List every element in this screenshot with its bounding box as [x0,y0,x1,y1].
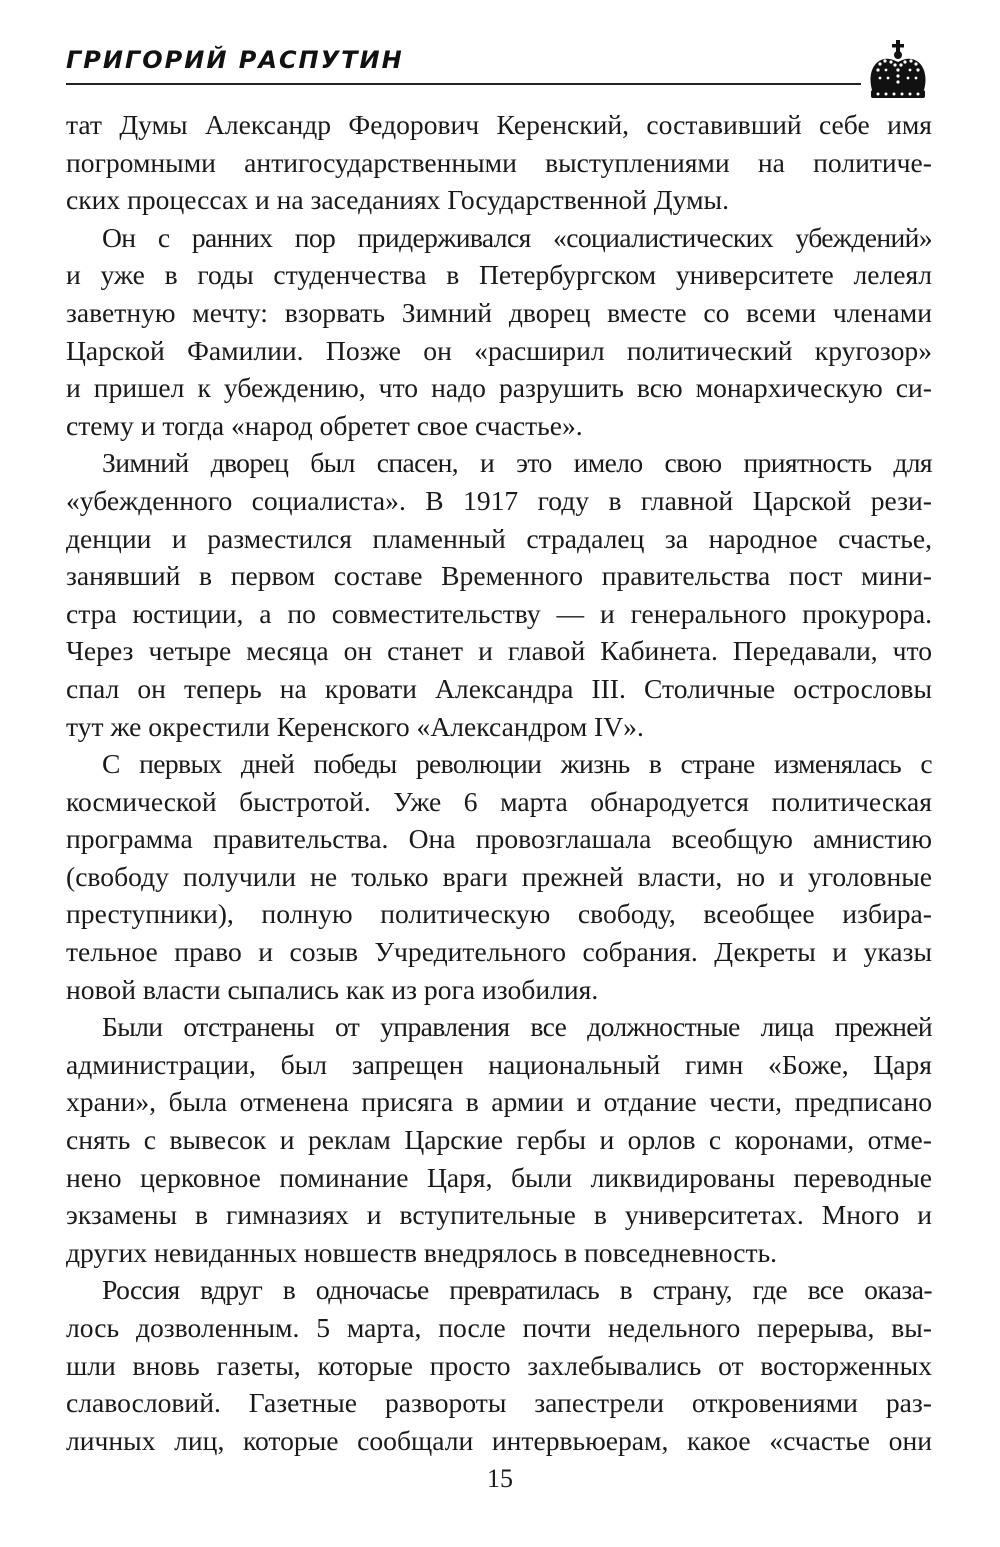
paragraph-2 [66,219,932,445]
text-line: новой власти сыпались как из рога изобилия. [66,973,599,1005]
text-line: «убежденного социалиста». В 1917 году в главной Царской рези- [66,484,932,516]
text-line: личных лиц, которые сообщали интервьюерам, какое «счастье они [66,1424,932,1456]
text-line: Он с ранних пор придерживался «социалистических убеждений» [102,221,932,253]
running-title: ГРИГОРИЙ РАСПУТИН [66,46,404,74]
text-line: (свободу получили не только враги прежней власти, но и уголовные [66,860,932,892]
text-line: лось дозволенным. 5 марта, после почти недельного перерыва, вы- [66,1312,932,1343]
page-number: 15 [487,1464,513,1493]
text-line: Зимний дворец был спасен, и это имело свою приятность для [102,447,932,479]
text-line: других невиданных новшеств внедрялось в повседневность. [66,1236,778,1268]
crown-icon [864,40,932,100]
text-line: храни», была отменена присяга в армии и отдание чести, предписано [66,1086,932,1118]
text-line: стему и тогда «народ обретет свое счастье». [66,409,583,441]
text-line: и уже в годы студенчества в Петербургском университете лелеял [66,259,932,291]
text-line: администрации, был запрещен национальный гимн «Боже, Царя [66,1048,932,1080]
text-line: тут же окрестили Керенского «Александром IV». [66,710,644,742]
text-line: Царской Фамилии. Позже он «расширил политический кругозор» [66,334,932,366]
text-line: космической быстротой. Уже 6 марта обнародуется политическая [66,785,932,817]
text-line: стра юстиции, а по совместительству — и генерального прокурора. [66,597,932,629]
text-line: шли вновь газеты, которые просто захлебывались от восторженных [66,1349,932,1381]
paragraph-4 [66,745,932,1008]
paragraph-6 [66,1271,932,1459]
text-line: погромными антигосударственными выступлениями на политиче- [66,146,932,178]
text-line: экзамены в гимназиях и вступительные в университетах. Много и [66,1199,932,1231]
paragraph-3 [66,444,932,745]
text-line: тат Думы Александр Федорович Керенский, составивший себе имя [66,109,932,140]
running-header [66,40,932,100]
text-line: ских процессах и на заседаниях Государственной Думы. [66,184,729,216]
text-line: С первых дней победы революции жизнь в стране изменялась с [102,748,932,780]
text-line: спал он теперь на кровати Александра III. Столичные острословы [66,672,932,704]
text-line: нено церковное поминание Царя, были ликвидированы переводные [66,1161,932,1193]
text-line: заветную мечту: взорвать Зимний дворец вместе со всеми членами [66,296,932,328]
text-line: Были отстранены от управления все должностные лица прежней [102,1011,932,1043]
header-rule [66,83,861,85]
text-line: и пришел к убеждению, что надо разрушить всю монархическую си- [66,372,932,404]
text-line: денции и разместился пламенный страдалец за народное счастье, [66,522,932,554]
text-line: программа правительства. Она провозглашала всеобщую амнистию [66,823,932,855]
text-line: Россия вдруг в одночасье превратилась в страну, где все оказа- [102,1274,932,1306]
text-line: занявший в первом составе Временного правительства пост мини- [66,560,932,592]
text-body [66,106,932,1459]
paragraph-5 [66,1008,932,1271]
text-line: тельное право и созыв Учредительного собрания. Декреты и указы [66,936,932,968]
text-line: снять с вывесок и реклам Царские гербы и орлов с коронами, отме- [66,1124,932,1156]
text-line: преступники), полную политическую свободу, всеобщее избира- [66,898,932,930]
text-line: славословий. Газетные развороты запестрели откровениями раз- [66,1387,932,1419]
paragraph-1 [66,106,932,219]
text-line: Через четыре месяца он станет и главой Кабинета. Передавали, что [66,635,932,667]
